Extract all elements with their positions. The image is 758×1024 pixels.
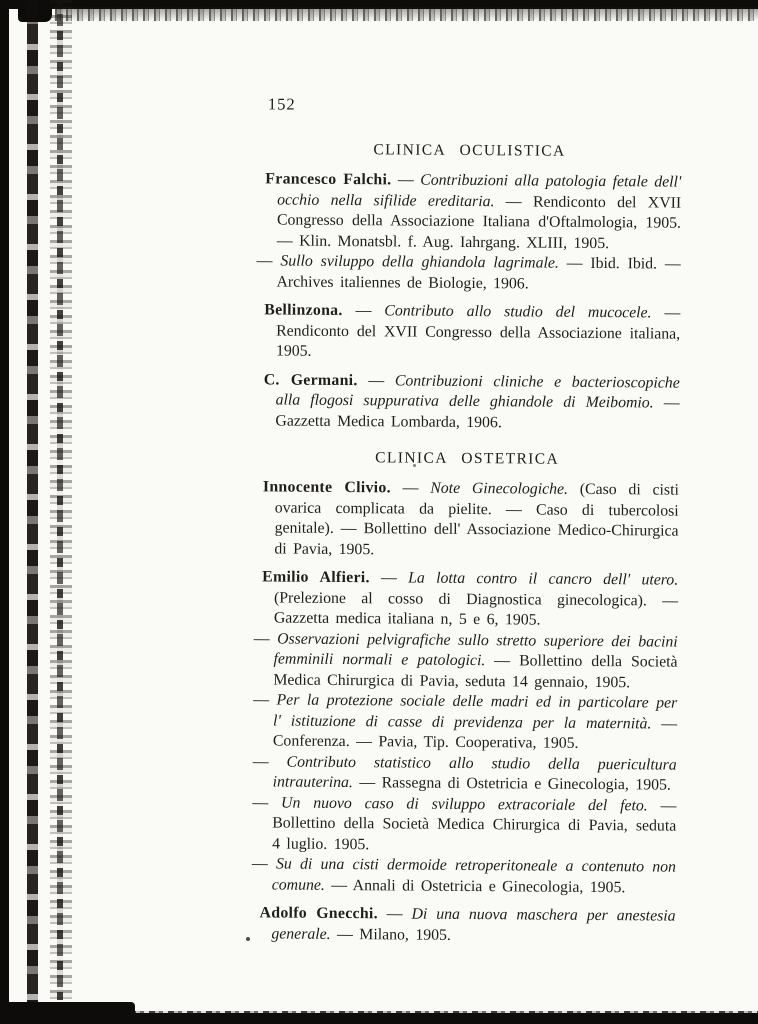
bib-entry-clivio bbox=[254, 477, 679, 562]
entry-title: Contribuzioni cliniche e bacterioscopiche alla flogosi suppurativa delle ghiandole di Meibomio. bbox=[275, 371, 680, 412]
entry-separator: — bbox=[251, 855, 277, 873]
bottom-scan-speckle bbox=[130, 1011, 758, 1015]
entry-refs: — Rassegna di Ostetricia e Ginecologia, 1905. bbox=[352, 774, 671, 794]
binding-shadow-streak bbox=[27, 0, 38, 1014]
ink-speck bbox=[246, 937, 250, 941]
bib-entry-falchi bbox=[257, 169, 682, 254]
entry-separator: — bbox=[252, 793, 282, 812]
entry-title: Sullo sviluppo della ghiandola lagrimale. bbox=[280, 252, 559, 272]
entry-separator: — bbox=[256, 252, 281, 270]
entry-separator: — bbox=[253, 691, 277, 709]
bib-entry-alfieri-2 bbox=[253, 629, 677, 694]
entry-author: Innocente Clivio. bbox=[262, 478, 391, 497]
bib-entry-alfieri-3 bbox=[253, 690, 677, 755]
page-number: 152 bbox=[267, 94, 296, 114]
entry-title: Su di una cisti dermoide retroperitoneale a contenuto non comune. bbox=[271, 855, 677, 894]
top-scan-speckle bbox=[55, 7, 758, 21]
entry-title: Contributo statistico allo studio della puericultura intrauterina. bbox=[272, 753, 677, 792]
entry-separator: — bbox=[357, 371, 395, 389]
bib-entry-falchi-2 bbox=[256, 251, 680, 295]
entry-title: Contribuzioni alla patologia fetale dell' occhio nella sifilide ereditaria. bbox=[277, 171, 682, 210]
bib-entry-alfieri-5 bbox=[252, 793, 676, 858]
bib-entry-bellinzona bbox=[256, 300, 680, 365]
entry-title: La lotta contro il cancro dell' utero. bbox=[408, 569, 679, 589]
entry-author: Emilio Alfieri. bbox=[262, 568, 370, 587]
page-content bbox=[251, 94, 682, 947]
entry-separator: — bbox=[252, 752, 287, 771]
entry-author: Francesco Falchi. bbox=[265, 170, 392, 189]
entry-refs: — Conferenza. — Pavia, Tip. Cooperativa, 1905. bbox=[272, 714, 678, 752]
entry-refs: — Rendiconto del XVII Congresso della Associazione italiana, 1905. bbox=[275, 304, 681, 360]
entry-separator: — bbox=[390, 479, 431, 497]
entry-refs: (Prelezione al cosso di Diagnostica ginecologica). — Gazzetta medica italiana n, 5 e 6, 1905. bbox=[273, 588, 679, 629]
entry-separator: — bbox=[253, 629, 278, 648]
entry-separator: — bbox=[377, 905, 412, 923]
binding-shadow-line bbox=[57, 0, 63, 1000]
entry-author: Adolfo Gnecchi. bbox=[259, 904, 378, 923]
entry-title: Un nuovo caso di sviluppo extracoriale del feto. bbox=[281, 794, 648, 814]
entry-title: Osservazioni pelvigrafiche sullo stretto superiore dei bacini femminili normali e patologici. bbox=[273, 630, 678, 670]
left-binding-bar bbox=[0, 0, 9, 1024]
section-heading-clinica-oculistica: CLINICA OCULISTICA bbox=[373, 141, 566, 160]
entry-title: Note Ginecologiche. bbox=[430, 479, 569, 498]
entry-refs: (Caso di cisti ovarica complicata da pielite. — Caso di tubercolosi genitale). — Bollettino dell' Associazione Medico-Chirurgica di Pavia, 1905. bbox=[274, 480, 679, 558]
section-heading-clinica-ostetrica: CLINICA OSTETRICA bbox=[375, 449, 560, 468]
entry-title: Di una nuova maschera per anestesia generale. bbox=[271, 905, 676, 943]
entry-refs: — Ibid. Ibid. — Archives italiennes de Biologie, 1906. bbox=[276, 254, 681, 292]
entry-refs: — Milano, 1905. bbox=[330, 925, 451, 944]
bib-entry-gnecchi bbox=[251, 903, 675, 947]
entry-separator: — bbox=[391, 171, 421, 189]
entry-title: Contributo allo studio del mucocele. bbox=[384, 302, 652, 322]
bottom-left-ink-band bbox=[0, 1002, 135, 1015]
bib-entry-alfieri-4 bbox=[253, 752, 677, 796]
bib-entry-alfieri-6 bbox=[252, 854, 676, 898]
bib-entry-germani bbox=[255, 370, 679, 435]
bib-entry-alfieri bbox=[254, 567, 678, 632]
entry-refs: — Bollettino della Società Medica Chirurgica di Pavia, seduta 14 gennaio, 1905. bbox=[273, 652, 678, 691]
entry-refs: — Gazzetta Medica Lombarda, 1906. bbox=[275, 394, 680, 431]
entry-refs: — Rendiconto del XVII Congresso della Associazione Italiana d'Oftalmologia, 1905. — Klin. Monatsbl. f. Aug. Iahrgang. XLIII, 1905. bbox=[276, 192, 682, 252]
entry-separator: — bbox=[369, 569, 409, 587]
entry-refs: — Bollettino della Società Medica Chirurgica di Pavia, seduta 4 luglio. 1905. bbox=[272, 796, 677, 853]
entry-refs: — Annali di Ostetricia e Ginecologia, 1905. bbox=[324, 876, 626, 896]
entry-author: C. Germani. bbox=[263, 370, 358, 389]
entry-author: Bellinzona. bbox=[264, 301, 343, 320]
entry-title: Per la protezione sociale delle madri ed in particolare per l' istituzione di casse di previdenza per la maternità. bbox=[273, 691, 678, 732]
entry-separator: — bbox=[342, 302, 385, 320]
